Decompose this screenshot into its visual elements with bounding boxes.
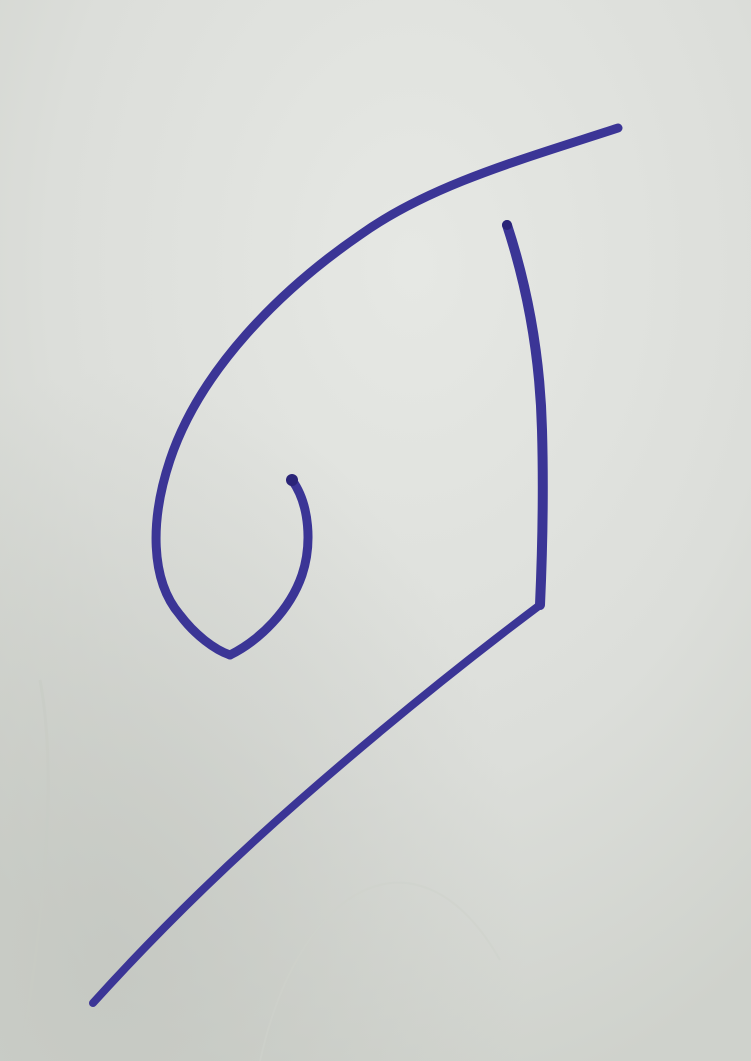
right-vertical-line <box>507 225 543 605</box>
inner-hook-loop <box>230 480 308 655</box>
bottom-diagonal-line <box>93 605 540 1003</box>
ink-blot-start <box>286 474 298 486</box>
ink-blot-top <box>502 220 512 230</box>
top-sweep-curve <box>156 128 618 655</box>
